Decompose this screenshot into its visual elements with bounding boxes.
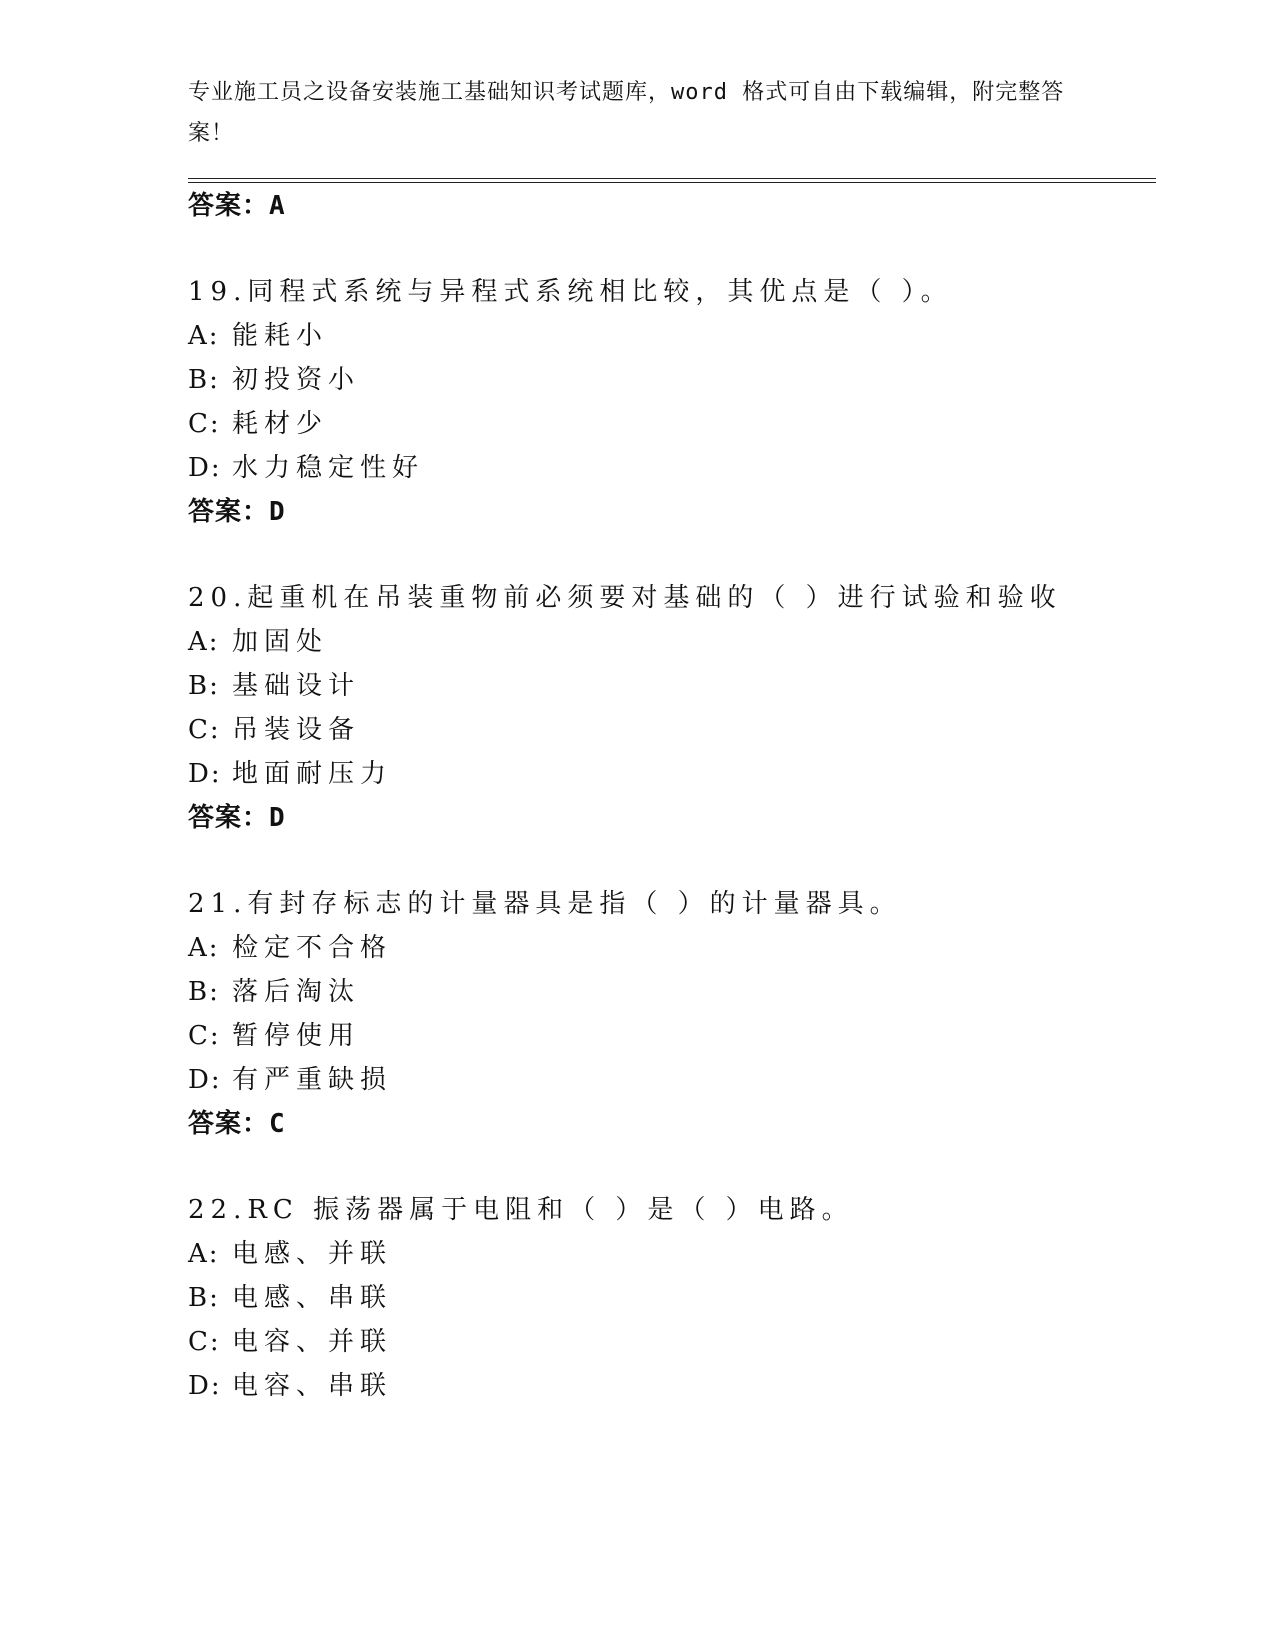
question-22-option-d — [188, 1370, 392, 1402]
question-21-option-b — [188, 976, 360, 1008]
answer-20: 答案：D — [188, 803, 286, 833]
option-letter: A: — [188, 933, 220, 963]
question-21-option-c — [188, 1020, 360, 1052]
answer-21: 答案：C — [188, 1109, 286, 1139]
question-21-option-a — [188, 932, 392, 964]
option-letter: B: — [188, 1283, 220, 1313]
question-22-option-c — [188, 1326, 392, 1358]
option-text: 落后淘汰 — [232, 977, 361, 1007]
option-text: 电感、并联 — [232, 1239, 393, 1269]
option-text: 水力稳定性好 — [232, 453, 425, 483]
option-letter: B: — [188, 671, 220, 701]
option-text: 加固处 — [232, 627, 329, 657]
answer-18: 答案：A — [188, 191, 286, 221]
question-21-title: 21.有封存标志的计量器具是指（ ）的计量器具。 — [188, 889, 902, 919]
question-19-option-b — [188, 364, 360, 396]
option-letter: C: — [188, 1021, 221, 1051]
question-19-title: 19.同程式系统与异程式系统相比较，其优点是（ ）。 — [188, 277, 953, 307]
question-19-option-a — [188, 320, 328, 352]
question-20-title: 20.起重机在吊装重物前必须要对基础的（ ）进行试验和验收 — [188, 583, 1062, 613]
option-text: 电感、串联 — [232, 1283, 393, 1313]
question-20-option-a — [188, 626, 328, 658]
option-letter: D: — [188, 453, 222, 483]
header-divider — [188, 178, 1156, 183]
option-letter: C: — [188, 409, 221, 439]
option-letter: D: — [188, 1065, 222, 1095]
option-text: 电容、并联 — [232, 1327, 393, 1357]
option-letter: A: — [188, 1239, 220, 1269]
question-20-option-b — [188, 670, 360, 702]
question-19-option-c — [188, 408, 328, 440]
answer-19: 答案：D — [188, 497, 286, 527]
option-letter: B: — [188, 365, 220, 395]
option-text: 电容、串联 — [232, 1371, 393, 1401]
question-22-option-b — [188, 1282, 392, 1314]
question-20-option-d — [188, 758, 392, 790]
option-text: 吊装设备 — [232, 715, 361, 745]
option-letter: B: — [188, 977, 220, 1007]
option-text: 地面耐压力 — [232, 759, 393, 789]
document-header: 专业施工员之设备安装施工基础知识考试题库，word 格式可自由下载编辑，附完整答案！ — [188, 80, 1065, 146]
option-text: 耗材少 — [232, 409, 329, 439]
option-letter: C: — [188, 1327, 221, 1357]
option-letter: D: — [188, 1371, 222, 1401]
option-letter: D: — [188, 759, 222, 789]
option-letter: A: — [188, 627, 220, 657]
question-21-option-d — [188, 1064, 392, 1096]
option-text: 有严重缺损 — [232, 1065, 393, 1095]
option-text: 检定不合格 — [232, 933, 393, 963]
question-19-option-d — [188, 452, 424, 484]
option-text: 暂停使用 — [232, 1021, 361, 1051]
option-text: 能耗小 — [232, 321, 329, 351]
question-22-option-a — [188, 1238, 392, 1270]
option-letter: C: — [188, 715, 221, 745]
option-text: 初投资小 — [232, 365, 361, 395]
question-20-option-c — [188, 714, 360, 746]
option-text: 基础设计 — [232, 671, 361, 701]
question-22-title: 22.RC 振荡器属于电阻和（ ）是（ ）电路。 — [188, 1195, 854, 1225]
option-letter: A: — [188, 321, 220, 351]
